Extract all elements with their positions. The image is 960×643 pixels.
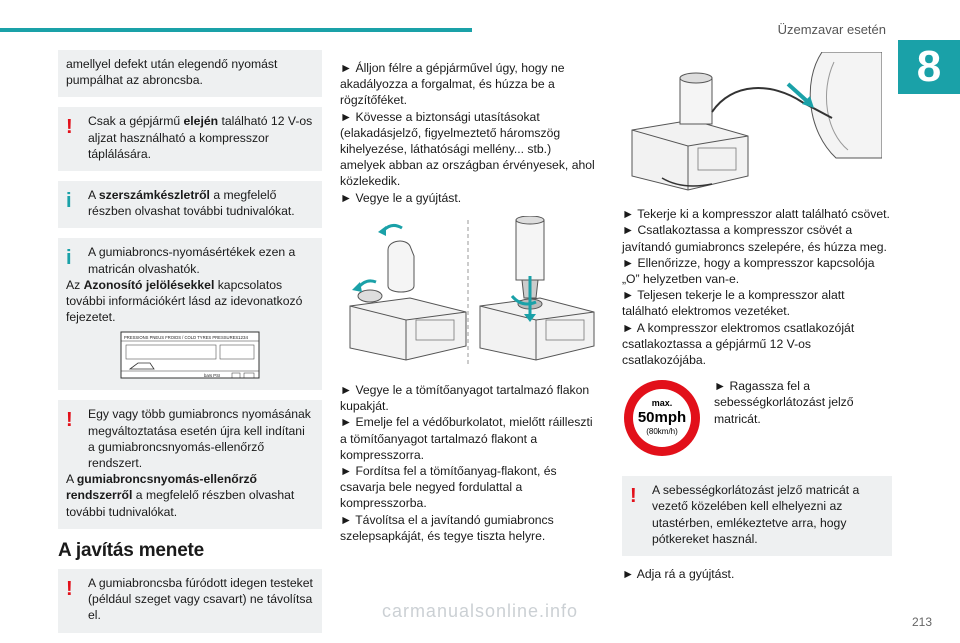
warning-text: Csak a gépjármű elején található 12 V-os aljzat használható a kompresszor táplálására. xyxy=(88,114,313,161)
page-header-title: Üzemzavar esetén xyxy=(777,22,886,37)
info-box-toolkit xyxy=(58,181,322,228)
step-apply-sticker: ► Ragassza fel a sebességkorlátozást jelző matricát. xyxy=(714,379,854,426)
compressor-left-image xyxy=(350,241,466,360)
step-check-switch: ► Ellenőrizze, hogy a kompresszor kapcsolója „O” helyzetben van-e. xyxy=(622,255,875,287)
chapter-number-badge: 8 xyxy=(898,40,960,94)
warning-text: A sebességkorlátozást jelző matricát a vezető közelében kell elhelyezni az utastérben, emlékeztetve arra, hogy pótkereket használ. xyxy=(652,483,860,546)
speed-sticker-row xyxy=(622,378,892,462)
compressor-hose-illustration xyxy=(622,52,882,192)
note-text: amellyel defekt után elegendő nyomást pumpálhat az abroncsba. xyxy=(66,57,278,88)
info-text-line2: Az Azonosító jelölésekkel kapcsolatos további információkért lásd az idevonatkozó fejezetet. xyxy=(66,277,303,325)
compressor-image xyxy=(632,73,748,190)
step-connect-hose: ► Csatlakoztassa a kompresszor csövét a javítandó gumiabroncs szelepére, és húzza meg. xyxy=(622,223,887,254)
page-number: 213 xyxy=(911,615,932,629)
top-accent-bar xyxy=(0,28,472,32)
step-ignition-on: ► Adja rá a gyújtást. xyxy=(622,567,735,582)
warning-box-12v xyxy=(58,107,322,171)
watermark-text: carmanualsonline.info xyxy=(381,601,579,621)
column-right xyxy=(622,52,892,582)
warning-icon: ! xyxy=(66,409,73,432)
warning-icon: ! xyxy=(630,485,637,508)
step-valve-cap: ► Távolítsa el a javítandó gumiabroncs szelepsapkáját, és tegye tiszta helyre. xyxy=(340,512,554,543)
label-header-text: PRESSIONS PNEUS FROIDS / COLD TYRES PRESSURES xyxy=(124,335,239,341)
rotate-arrow-icon xyxy=(384,225,402,230)
info-text: A szerszámkészletről a megfelelő részben olvashat további tudnivalókat. xyxy=(88,188,295,219)
step-safety: ► Kövesse a biztonsági utasításokat (elakadásjelző, figyelmeztető háromszög kihelyezése, láthatósági mellény... stb.) amelyek abban az országban érvényesek, ahol közlekedik. xyxy=(340,109,595,189)
warning-icon: ! xyxy=(66,116,73,139)
info-icon: i xyxy=(66,247,72,270)
sealant-bottle-illustration xyxy=(340,216,596,368)
warning-text-line2: A gumiabroncsnyomás-ellenőrző rendszerről a megfelelő részben olvashat további tudnivalókat. xyxy=(66,472,295,519)
speed-limit-sticker-image xyxy=(622,378,702,458)
warning-text-line1: Egy vagy több gumiabroncs nyomásának megváltoztatása esetén újra kell indítani a gumiabroncsnyomás-ellenőrző rendszert. xyxy=(88,407,311,471)
step-plug-12v: ► A kompresszor elektromos csatlakozóját csatlakoztassa a gépjármű 12 V-os csatlakozójába. xyxy=(622,320,855,368)
tyre-pressure-label-image xyxy=(120,331,260,379)
step-invert-bottle: ► Fordítsa fel a tömítőanyag-flakont, és csavarja bele negyed fordulattal a kompresszorba. xyxy=(340,464,557,511)
column-left xyxy=(58,50,322,643)
label-bottom-text: bars PSI xyxy=(204,373,221,379)
step-remove-cap: ► Vegye le a tömítőanyagot tartalmazó flakon kupakját. xyxy=(340,383,590,414)
info-box-tyre-pressure xyxy=(58,238,322,390)
step-ignition-off: ► Vegye le a gyújtást. xyxy=(340,190,462,205)
step-unwind-hose: ► Tekerje ki a kompresszor alatt található csövet. xyxy=(622,207,890,222)
warning-text: A gumiabroncsba fúródott idegen testeket (például szeget vagy csavart) ne távolítsa el. xyxy=(88,576,313,623)
info-icon: i xyxy=(66,190,72,213)
info-text-line1: A gumiabroncs-nyomásértékek ezen a matricán olvashatók. xyxy=(88,245,296,276)
sticker-speed-text: 50mph xyxy=(637,409,687,427)
step-unwind-cable: ► Teljesen tekerje le a kompresszor alatt található elektromos vezetéket. xyxy=(622,288,845,319)
sticker-max-text: max. xyxy=(651,398,673,409)
step-lift-cover: ► Emelje fel a védőburkolatot, mielőtt ráilleszti a tömítőanyagot tartalmazó flakont a kompresszorra. xyxy=(340,415,593,462)
warning-box-sticker xyxy=(622,476,892,556)
step-park: ► Álljon félre a gépjárművel úgy, hogy ne akadályozza a forgalmat, és húzza be a rögzítőféket. xyxy=(340,61,565,108)
note-box-continued xyxy=(58,50,322,97)
compressor-right-image xyxy=(480,216,594,360)
warning-box-tpms xyxy=(58,400,322,528)
column-middle xyxy=(340,60,598,544)
tyre-image xyxy=(810,52,882,158)
warning-icon: ! xyxy=(66,578,73,601)
label-code-text: 1234 xyxy=(238,335,249,341)
section-title: A javítás menete xyxy=(58,539,205,561)
sticker-kmh-text: (80km/h) xyxy=(646,427,678,437)
